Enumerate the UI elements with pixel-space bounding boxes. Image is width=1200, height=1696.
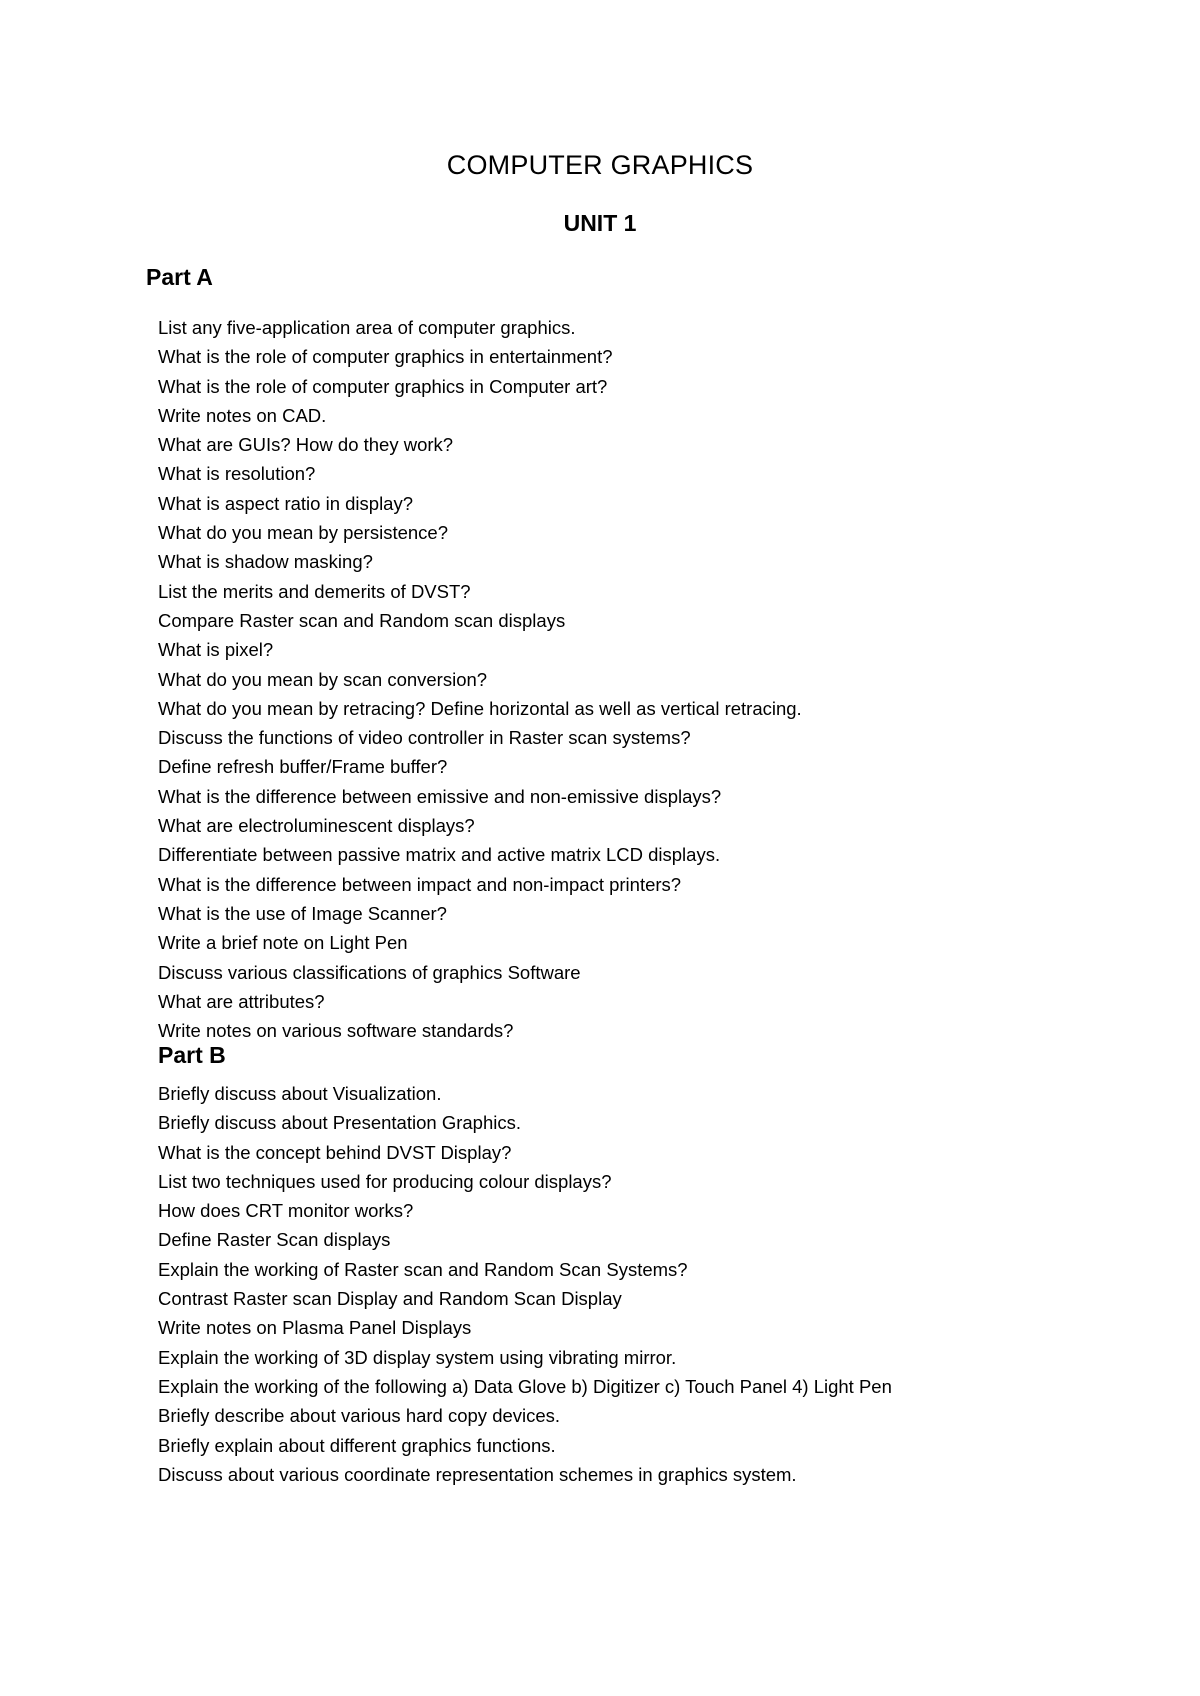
question-item: Define refresh buffer/Frame buffer? [158, 756, 448, 778]
question-item: What is shadow masking? [158, 551, 373, 573]
question-item: Explain the working of the following a) Data Glove b) Digitizer c) Touch Panel 4) Light Pen [158, 1375, 892, 1397]
question-item: What do you mean by scan conversion? [158, 668, 488, 690]
question-item: What is the role of computer graphics in entertainment? [158, 346, 613, 368]
question-item: Discuss the functions of video controller in Raster scan systems? [158, 727, 691, 749]
question-item: Differentiate between passive matrix and active matrix LCD displays. [158, 844, 721, 866]
question-item: List two techniques used for producing colour displays? [158, 1170, 612, 1192]
question-item: What is the concept behind DVST Display? [158, 1141, 512, 1163]
question-item: What is the use of Image Scanner? [158, 902, 447, 924]
question-item: Discuss various classifications of graphics Software [158, 961, 581, 983]
question-item: Write a brief note on Light Pen [158, 932, 408, 954]
question-item: List any five-application area of computer graphics. [158, 317, 576, 338]
question-item: What is resolution? [158, 463, 316, 485]
question-item: Explain the working of Raster scan and Random Scan Systems? [158, 1258, 688, 1280]
document-title: COMPUTER GRAPHICS [446, 150, 754, 180]
question-item: Briefly discuss about Presentation Graphics. [158, 1112, 521, 1134]
question-item: Briefly explain about different graphics functions. [158, 1434, 556, 1456]
question-item: List the merits and demerits of DVST? [158, 580, 471, 602]
question-item: What are attributes? [158, 990, 325, 1012]
part-b-question-list [158, 1079, 892, 1489]
question-item: What is the difference between impact and non-impact printers? [158, 873, 682, 895]
part-a-question-list [158, 313, 802, 1045]
question-item: Discuss about various coordinate representation schemes in graphics system. [158, 1463, 797, 1485]
question-item: How does CRT monitor works? [158, 1200, 414, 1222]
question-item: What is aspect ratio in display? [158, 492, 414, 514]
question-item: What is the difference between emissive and non-emissive displays? [158, 785, 722, 807]
part-b-heading: Part B [158, 1042, 226, 1068]
question-item: Write notes on Plasma Panel Displays [158, 1317, 472, 1339]
question-item: Briefly describe about various hard copy devices. [158, 1405, 561, 1427]
question-item: Compare Raster scan and Random scan displays [158, 609, 566, 631]
question-item: Write notes on CAD. [158, 404, 327, 426]
question-item: Write notes on various software standards? [158, 1020, 514, 1042]
unit-title: UNIT 1 [563, 210, 637, 236]
question-item: Contrast Raster scan Display and Random Scan Display [158, 1288, 622, 1310]
question-item: What is the role of computer graphics in Computer art? [158, 375, 608, 397]
part-a-heading: Part A [146, 264, 213, 290]
question-item: Explain the working of 3D display system using vibrating mirror. [158, 1346, 677, 1368]
question-item: Briefly discuss about Visualization. [158, 1083, 442, 1104]
question-item: What is pixel? [158, 639, 274, 661]
question-item: What are GUIs? How do they work? [158, 434, 454, 456]
question-item: What do you mean by persistence? [158, 522, 448, 544]
question-item: What do you mean by retracing? Define horizontal as well as vertical retracing. [158, 697, 802, 719]
question-item: Define Raster Scan displays [158, 1229, 391, 1251]
question-item: What are electroluminescent displays? [158, 815, 475, 837]
